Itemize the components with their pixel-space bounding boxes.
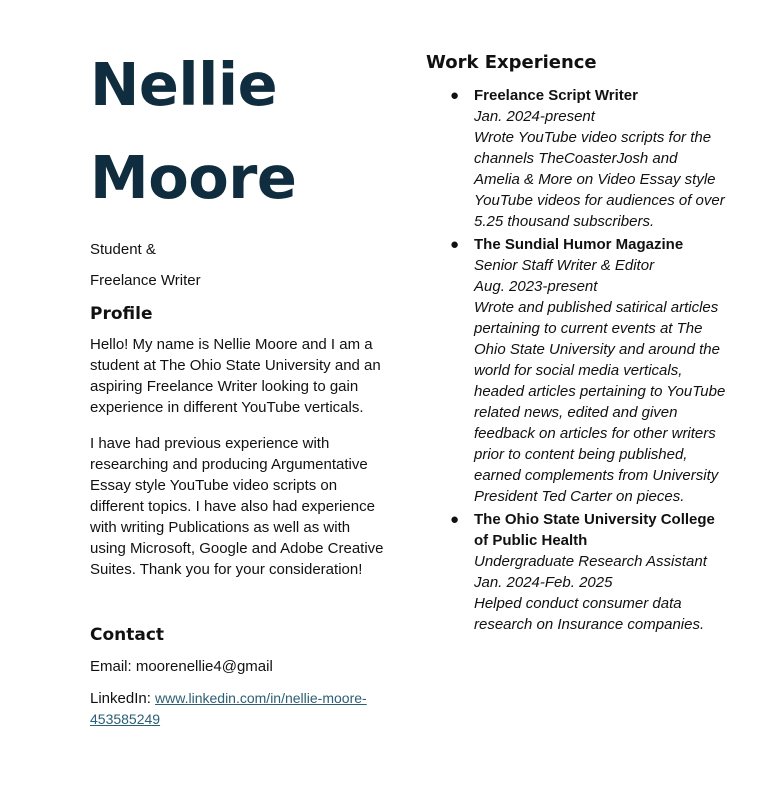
email-label: Email:: [90, 658, 136, 675]
linkedin-label: LinkedIn:: [90, 690, 156, 707]
contact-linkedin: [90, 688, 390, 730]
job-item: [450, 509, 726, 635]
job-description: Wrote and published satirical articles pertaining to current events at The Ohio State University and around the world for social media verticals, headed articles pertaining to YouTube related news, edited and given feedback on articles for other writers prior to content being published, earned complements from University President Ted Carter on pieces.: [474, 299, 726, 505]
linkedin-link[interactable]: www.linkedin.com/in/nellie-moore-453585249: [90, 690, 367, 727]
job-list: [426, 85, 726, 635]
contact-heading: Contact: [90, 625, 165, 645]
job-role: Undergraduate Research Assistant: [474, 553, 707, 570]
profile-heading: Profile: [90, 304, 153, 324]
first-name: Nellie: [90, 50, 278, 119]
job-title: The Ohio State University College of Public Health: [474, 511, 715, 549]
bullet-icon: ●: [450, 87, 460, 104]
email-value: moorenellie4@gmail: [135, 658, 273, 675]
tagline: [90, 234, 390, 296]
job-title: Freelance Script Writer: [474, 87, 638, 104]
job-dates: Jan. 2024-present: [474, 108, 595, 125]
contact-email: [90, 656, 390, 677]
job-title: The Sundial Humor Magazine: [474, 236, 684, 253]
tagline-line-1: Student &: [90, 241, 156, 258]
job-role: Senior Staff Writer & Editor: [474, 257, 655, 274]
job-description: Wrote YouTube video scripts for the channels TheCoasterJosh and Amelia & More on Video Essay style YouTube videos for audiences of over 5.25 thousand subscribers.: [474, 129, 725, 230]
profile-paragraph-1: Hello! My name is Nellie Moore and I am a student at The Ohio State University and an aspiring Freelance Writer looking to gain experience in different YouTube verticals.: [90, 336, 381, 416]
bullet-icon: ●: [450, 236, 460, 253]
job-item: [450, 234, 726, 507]
job-dates: Aug. 2023-present: [474, 278, 598, 295]
right-column: [426, 52, 726, 637]
last-name: Moore: [90, 143, 297, 212]
profile-paragraph-2: I have had previous experience with researching and producing Argumentative Essay style YouTube video scripts on different topics. I have also had experience with writing Publications as well as with using Microsoft, Google and Adobe Creative Suites. Thank you for your consideration!: [90, 435, 384, 578]
work-experience-heading: Work Experience: [426, 52, 597, 73]
job-dates: Jan. 2024-Feb. 2025: [474, 574, 613, 591]
left-column: [90, 38, 390, 730]
bullet-icon: ●: [450, 511, 460, 528]
name-heading: [90, 38, 390, 224]
tagline-line-2: Freelance Writer: [90, 272, 201, 289]
job-item: [450, 85, 726, 232]
job-description: Helped conduct consumer data research on Insurance companies.: [474, 595, 705, 633]
